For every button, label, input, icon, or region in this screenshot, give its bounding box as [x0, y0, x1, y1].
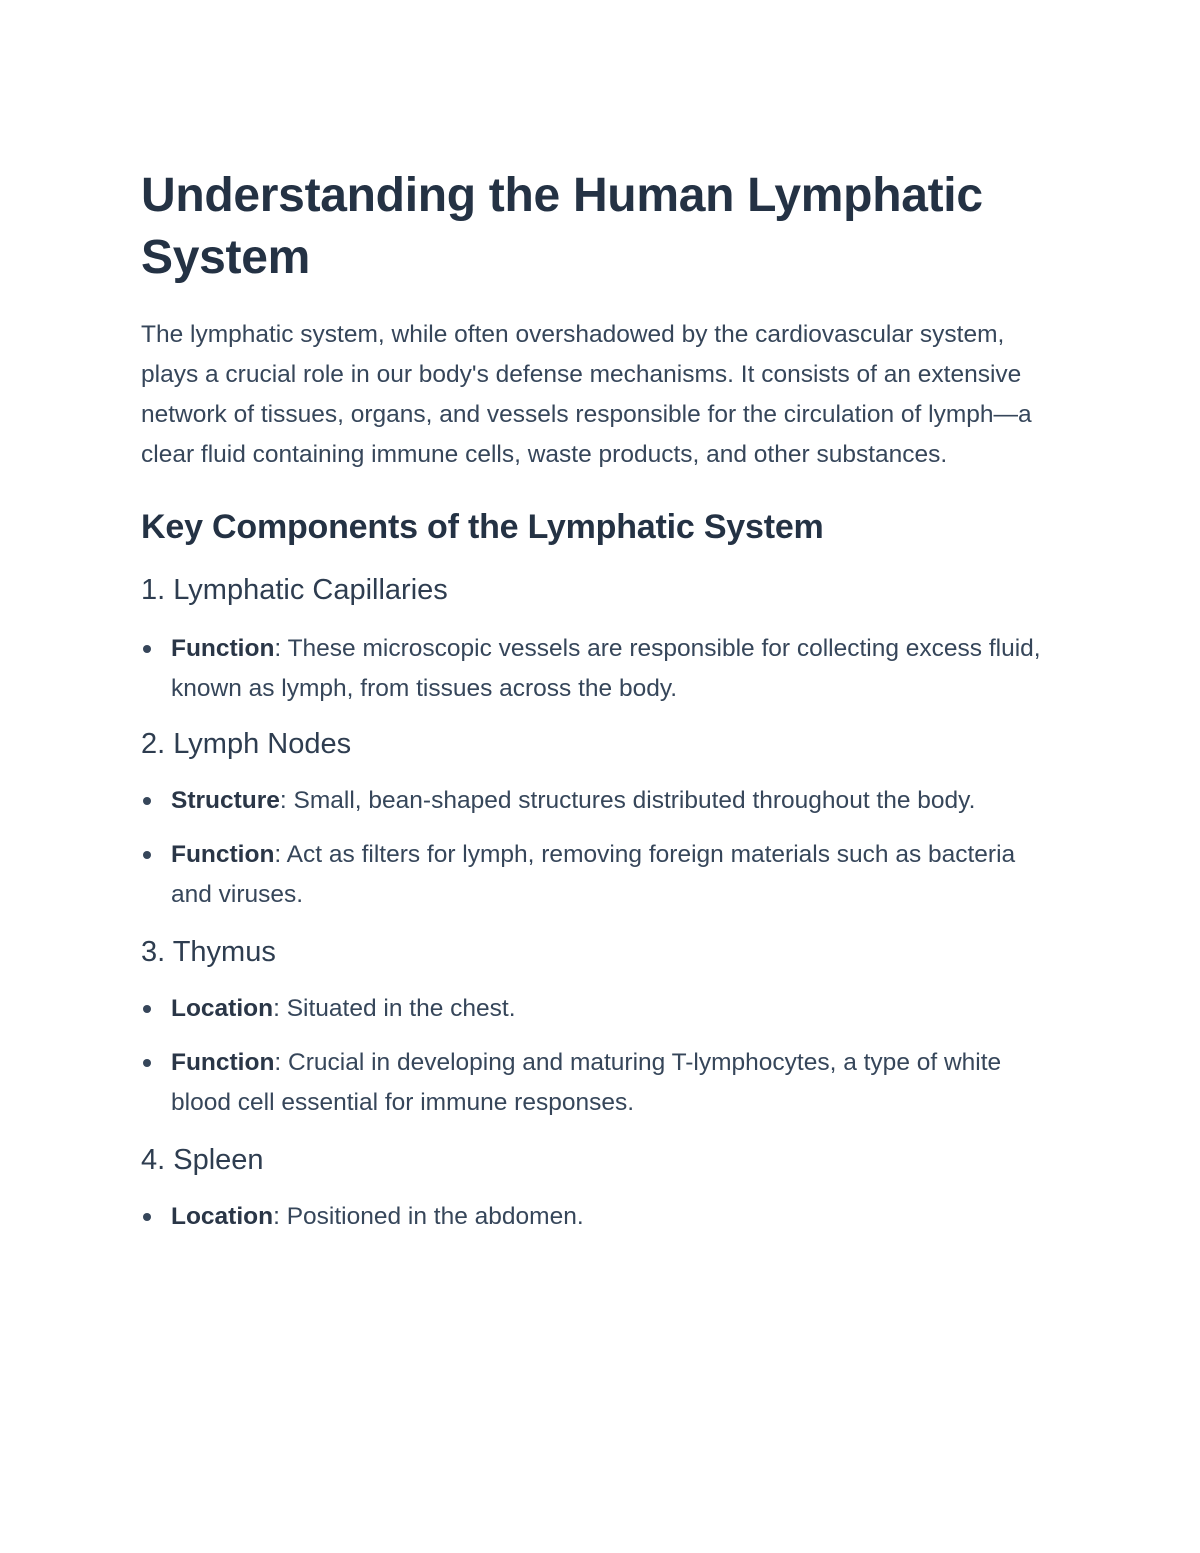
component-list-thymus — [141, 989, 1051, 1123]
item-text: : Situated in the chest. — [273, 995, 516, 1022]
item-label: Function — [171, 635, 275, 662]
item-label: Location — [171, 1203, 274, 1230]
bullet-icon — [143, 797, 151, 805]
page-title: Understanding the Human Lymphatic System — [141, 169, 983, 284]
bullet-icon — [143, 1213, 151, 1221]
bullet-icon — [143, 1005, 151, 1013]
component-list-lymphatic-capillaries — [141, 629, 1051, 709]
intro-paragraph: The lymphatic system, while often overshadowed by the cardiovascular system, plays a crucial role in our body's defense mechanisms. It consists of an extensive network of tissues, organs, and vessels responsible for the circulation of lymph—a clear fluid containing immune cells, waste products, and other substances. — [141, 321, 1032, 468]
component-heading-thymus: 3. Thymus — [141, 936, 276, 968]
bullet-icon — [143, 1059, 151, 1067]
document-page — [141, 165, 1051, 1237]
list-item — [141, 835, 1051, 915]
component-heading-spleen: 4. Spleen — [141, 1144, 264, 1176]
bullet-icon — [143, 645, 151, 653]
component-heading-lymphatic-capillaries: 1. Lymphatic Capillaries — [141, 574, 448, 606]
item-text: : Crucial in developing and maturing T-lymphocytes, a type of white blood cell essential for immune responses. — [171, 1049, 1002, 1116]
list-item — [141, 1043, 1051, 1123]
item-label: Structure — [171, 787, 280, 814]
component-list-lymph-nodes — [141, 781, 1051, 915]
item-label: Function — [171, 1049, 275, 1076]
item-text: : These microscopic vessels are responsible for collecting excess fluid, known as lymph, from tissues across the body. — [171, 635, 1041, 702]
section-heading: Key Components of the Lymphatic System — [141, 508, 824, 546]
item-label: Function — [171, 841, 275, 868]
list-item — [141, 781, 1051, 821]
component-heading-lymph-nodes: 2. Lymph Nodes — [141, 728, 352, 760]
item-text: : Act as filters for lymph, removing foreign materials such as bacteria and viruses. — [171, 841, 1016, 908]
list-item — [141, 629, 1051, 709]
component-list-spleen — [141, 1197, 1051, 1237]
item-text: : Small, bean-shaped structures distributed throughout the body. — [279, 787, 976, 814]
item-text: : Positioned in the abdomen. — [273, 1203, 584, 1230]
list-item — [141, 1197, 1051, 1237]
item-label: Location — [171, 995, 274, 1022]
bullet-icon — [143, 851, 151, 859]
list-item — [141, 989, 1051, 1029]
